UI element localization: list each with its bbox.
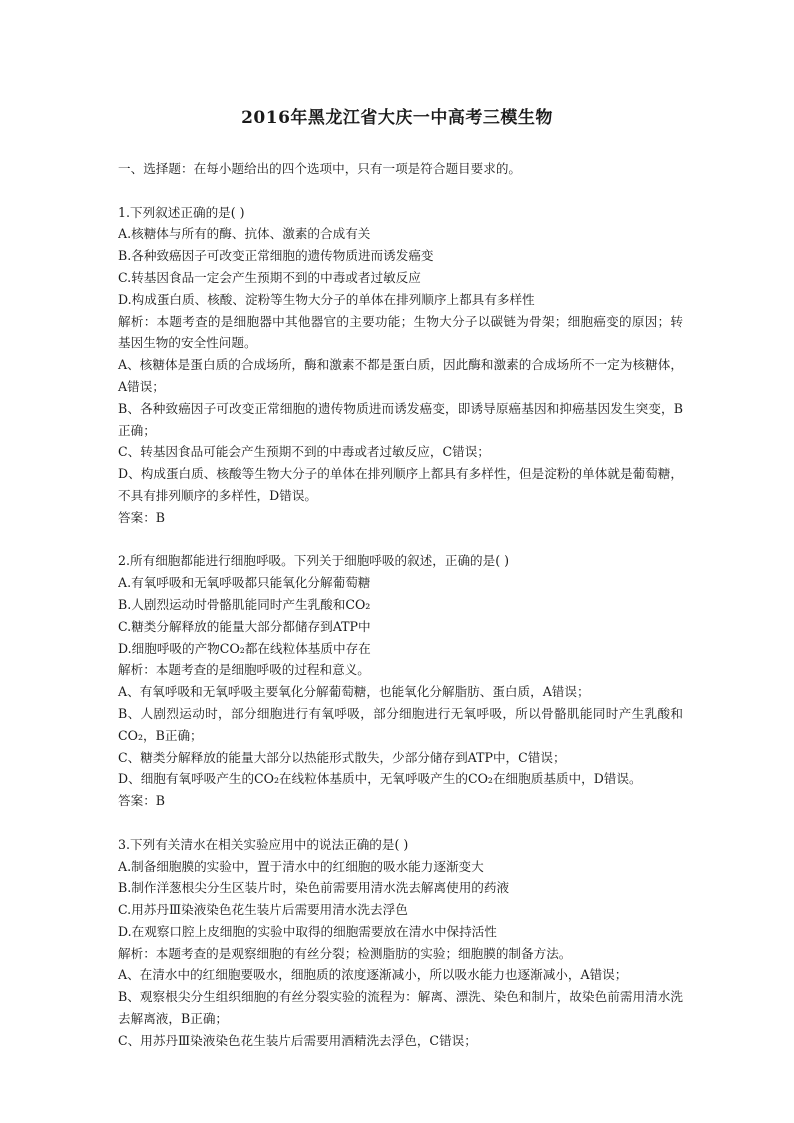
spacer <box>118 180 683 202</box>
option-c: C.糖类分解释放的能量大部分都储存到ATP中 <box>118 618 371 634</box>
analysis-text: 解析：本题考查的是细胞呼吸的过程和意义。 <box>118 662 370 678</box>
option-b: B.各种致癌因子可改变正常细胞的遗传物质进而诱发癌变 <box>118 248 434 264</box>
document-body <box>118 158 683 1052</box>
question-1 <box>118 202 683 529</box>
question-stem: 1.下列叙述正确的是( ) <box>118 204 245 220</box>
analysis-text: 解析：本题考查的是细胞器中其他器官的主要功能；生物大分子以碳链为骨架；细胞癌变的原因；转基因生物的安全性问题。 <box>118 313 683 351</box>
analysis-text: 解析：本题考查的是观察细胞的有丝分裂；检测脂肪的实验；细胞膜的制备方法。 <box>118 945 572 961</box>
question-stem: 2.所有细胞都能进行细胞呼吸。下列关于细胞呼吸的叙述，正确的是( ) <box>118 553 510 569</box>
explanation-a: A、在清水中的红细胞要吸水，细胞质的浓度逐渐减小，所以吸水能力也逐渐减小，A错误； <box>118 967 628 983</box>
explanation-b: B、观察根尖分生组织细胞的有丝分裂实验的流程为：解离、漂洗、染色和制片，故染色前需用清水洗去解离液，B正确； <box>118 989 683 1027</box>
option-a: A.核糖体与所有的酶、抗体、激素的合成有关 <box>118 226 371 242</box>
option-b: B.人剧烈运动时骨骼肌能同时产生乳酸和CO₂ <box>118 596 371 612</box>
option-c: C.转基因食品一定会产生预期不到的中毒或者过敏反应 <box>118 269 421 285</box>
document-title: 2016年黑龙江省大庆一中高考三模生物 <box>241 108 553 128</box>
question-2 <box>118 550 683 812</box>
explanation-d: D、细胞有氧呼吸产生的CO₂在线粒体基质中，无氧呼吸产生的CO₂在细胞质基质中，D错误。 <box>118 771 642 787</box>
option-a: A.制备细胞膜的实验中，置于清水中的红细胞的吸水能力逐渐变大 <box>118 858 484 874</box>
explanation-c: C、糖类分解释放的能量大部分以热能形式散失，少部分储存到ATP中，C错误； <box>118 749 566 765</box>
explanation-a: A、核糖体是蛋白质的合成场所，酶和激素不都是蛋白质，因此酶和激素的合成场所不一定为核糖体，A错误； <box>118 357 683 394</box>
explanation-b: B、各种致癌因子可改变正常细胞的遗传物质进而诱发癌变，即诱导原癌基因和抑癌基因发生突变，B正确； <box>118 400 683 438</box>
option-c: C.用苏丹Ⅲ染液染色花生装片后需要用清水洗去浮色 <box>118 902 408 918</box>
answer-text: 答案：B <box>118 793 166 809</box>
option-d: D.在观察口腔上皮细胞的实验中取得的细胞需要放在清水中保持活性 <box>118 923 497 939</box>
section-heading: 一、选择题：在每小题给出的四个选项中，只有一项是符合题目要求的。 <box>118 161 521 176</box>
option-d: D.构成蛋白质、核酸、淀粉等生物大分子的单体在排列顺序上都具有多样性 <box>118 291 535 307</box>
explanation-b: B、人剧烈运动时，部分细胞进行有氧呼吸，部分细胞进行无氧呼吸，所以骨骼肌能同时产生乳酸和CO₂，B正确； <box>118 705 683 743</box>
spacer <box>118 812 683 834</box>
question-stem: 3.下列有关清水在相关实验应用中的说法正确的是( ) <box>118 836 409 852</box>
explanation-c: C、用苏丹Ⅲ染液染色花生装片后需要用酒精洗去浮色，C错误； <box>118 1032 477 1048</box>
spacer <box>118 529 683 551</box>
explanation-d: D、构成蛋白质、核酸等生物大分子的单体在排列顺序上都具有多样性，但是淀粉的单体就是葡萄糖，不具有排列顺序的多样性，D错误。 <box>118 466 683 503</box>
option-d: D.细胞呼吸的产物CO₂都在线粒体基质中存在 <box>118 640 371 656</box>
option-a: A.有氧呼吸和无氧呼吸都只能氧化分解葡萄糖 <box>118 575 371 591</box>
explanation-a: A、有氧呼吸和无氧呼吸主要氧化分解葡萄糖，也能氧化分解脂肪、蛋白质，A错误； <box>118 684 590 700</box>
explanation-c: C、转基因食品可能会产生预期不到的中毒或者过敏反应，C错误； <box>118 444 490 460</box>
option-b: B.制作洋葱根尖分生区装片时，染色前需要用清水洗去解离使用的药液 <box>118 880 510 896</box>
question-3 <box>118 834 683 1052</box>
answer-text: 答案：B <box>118 509 166 525</box>
